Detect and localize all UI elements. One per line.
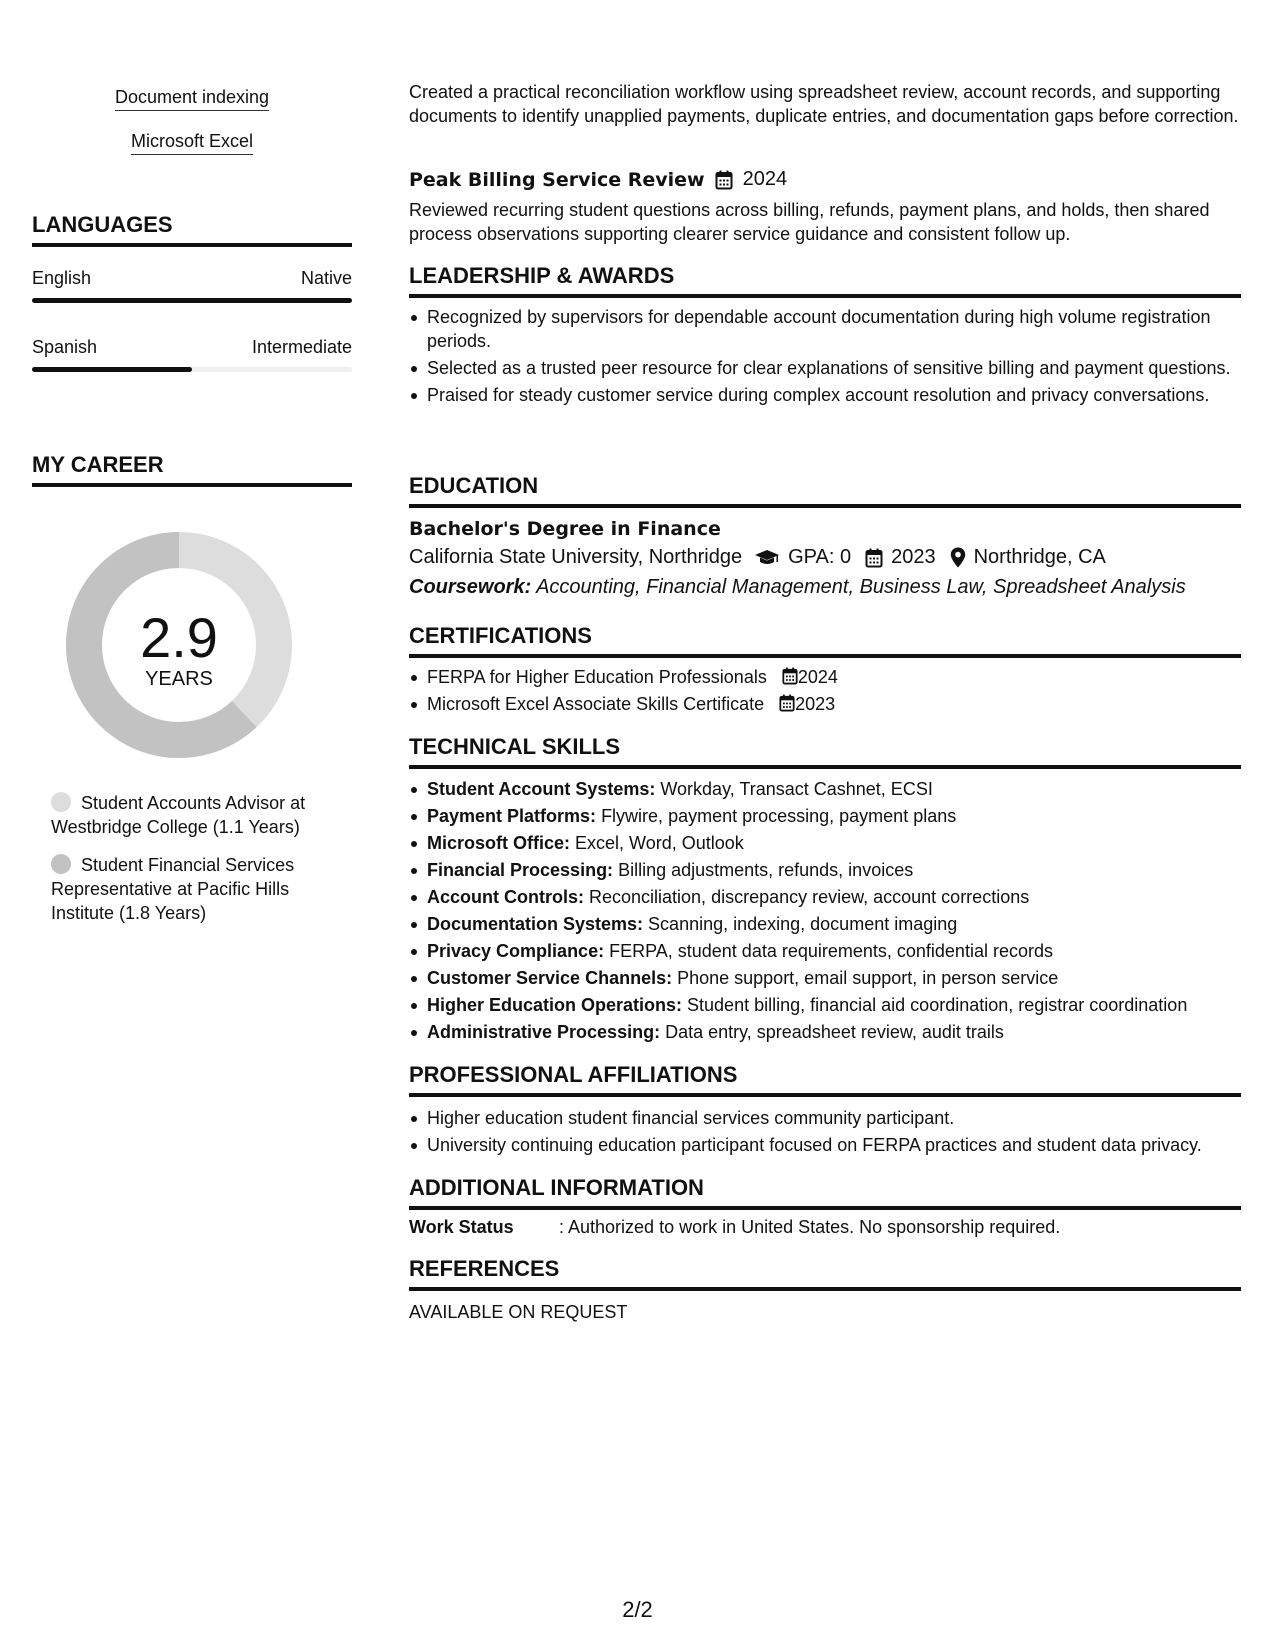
skill-category: Documentation Systems: bbox=[427, 914, 644, 934]
skill-values: Phone support, email support, in person service bbox=[672, 968, 1059, 988]
graduation-cap-icon bbox=[754, 549, 780, 567]
work-status-label: Work Status bbox=[409, 1217, 514, 1237]
calendar-icon bbox=[865, 548, 883, 568]
skill-category: Microsoft Office: bbox=[427, 833, 571, 853]
list-item: Recognized by supervisors for dependable account documentation during high volume registration periods. bbox=[409, 305, 1241, 353]
skill-category: Privacy Compliance: bbox=[427, 941, 605, 961]
certifications-list bbox=[409, 665, 1241, 719]
language-name: Spanish bbox=[32, 337, 98, 357]
skill-item bbox=[409, 804, 1241, 828]
affiliations-list bbox=[409, 1106, 1241, 1160]
skill-item bbox=[409, 885, 1241, 909]
language-proficiency-fill bbox=[32, 367, 192, 372]
school-name: California State University, Northridge bbox=[409, 546, 743, 568]
education-heading: EDUCATION bbox=[409, 473, 1241, 508]
project-intro-text: Created a practical reconciliation workflow using spreadsheet review, account records, and supporting documents to identify unapplied payments, duplicate entries, and documentation gaps before correction. bbox=[409, 82, 1239, 126]
project-title-row bbox=[409, 168, 787, 191]
skill-values: Reconciliation, discrepancy review, account corrections bbox=[584, 887, 1030, 907]
list-item: Selected as a trusted peer resource for clear explanations of sensitive billing and payment questions. bbox=[409, 356, 1241, 380]
list-item: Praised for steady customer service during complex account resolution and privacy conversations. bbox=[409, 383, 1241, 407]
skill-tag-label: Document indexing bbox=[115, 87, 269, 111]
career-legend-label: Student Accounts Advisor at Westbridge College (1.1 Years) bbox=[51, 793, 306, 837]
skill-values: Data entry, spreadsheet review, audit trails bbox=[660, 1022, 1004, 1042]
skill-item bbox=[409, 858, 1241, 882]
language-proficiency-bar bbox=[32, 298, 352, 303]
languages-heading: LANGUAGES bbox=[32, 212, 352, 247]
education-location: Northridge, CA bbox=[973, 546, 1106, 568]
skill-item bbox=[409, 912, 1241, 936]
career-heading: MY CAREER bbox=[32, 452, 352, 487]
certification-year: 2023 bbox=[795, 694, 836, 714]
career-legend-label: Student Financial Services Representative at Pacific Hills Institute (1.8 Years) bbox=[51, 855, 295, 923]
career-legend-item bbox=[51, 791, 341, 839]
degree-title: Bachelor's Degree in Finance bbox=[409, 518, 721, 540]
skill-item bbox=[409, 939, 1241, 963]
coursework bbox=[409, 576, 1186, 599]
skill-values: FERPA, student data requirements, confidential records bbox=[604, 941, 1053, 961]
skill-tag bbox=[32, 131, 352, 155]
skill-category: Administrative Processing: bbox=[427, 1022, 661, 1042]
project-description: Reviewed recurring student questions across billing, refunds, payment plans, and holds, then shared process observations supporting clearer service guidance and consistent follow up. bbox=[409, 200, 1210, 244]
legend-dot bbox=[51, 854, 71, 874]
gpa: GPA: 0 bbox=[788, 546, 852, 568]
coursework-label: Coursework: bbox=[409, 576, 532, 598]
skill-category: Payment Platforms: bbox=[427, 806, 597, 826]
skill-category: Higher Education Operations: bbox=[427, 995, 683, 1015]
skill-item bbox=[409, 831, 1241, 855]
certification-item bbox=[409, 692, 1241, 716]
calendar-icon bbox=[782, 667, 798, 685]
skill-category: Customer Service Channels: bbox=[427, 968, 673, 988]
page-number: 2/2 bbox=[622, 1597, 653, 1622]
skill-values: Scanning, indexing, document imaging bbox=[643, 914, 958, 934]
skill-values: Billing adjustments, refunds, invoices bbox=[613, 860, 914, 880]
skill-item bbox=[409, 993, 1241, 1017]
skill-item bbox=[409, 1020, 1241, 1044]
calendar-icon bbox=[715, 170, 733, 190]
skill-category: Account Controls: bbox=[427, 887, 584, 907]
work-status-value: : Authorized to work in United States. No sponsorship required. bbox=[559, 1217, 1061, 1237]
language-proficiency-bar bbox=[32, 367, 352, 372]
skill-values: Workday, Transact Cashnet, ECSI bbox=[655, 779, 933, 799]
technical-skills-heading: TECHNICAL SKILLS bbox=[409, 734, 1241, 769]
calendar-icon bbox=[779, 694, 795, 712]
skill-category: Student Account Systems: bbox=[427, 779, 656, 799]
certifications-heading: CERTIFICATIONS bbox=[409, 623, 1241, 658]
language-name: English bbox=[32, 268, 92, 288]
skill-item bbox=[409, 777, 1241, 801]
language-item bbox=[32, 337, 352, 372]
skill-values: Flywire, payment processing, payment plans bbox=[596, 806, 957, 826]
career-unit: YEARS bbox=[145, 668, 213, 690]
language-level: Native bbox=[300, 268, 352, 288]
references-text: AVAILABLE ON REQUEST bbox=[409, 1302, 628, 1322]
language-proficiency-fill bbox=[32, 298, 352, 303]
coursework-list: Accounting, Financial Management, Business Law, Spreadsheet Analysis bbox=[531, 576, 1186, 598]
list-item: Higher education student financial services community participant. bbox=[409, 1106, 1241, 1130]
references-heading: REFERENCES bbox=[409, 1256, 1241, 1291]
map-pin-icon bbox=[950, 547, 966, 568]
list-item: University continuing education participant focused on FERPA practices and student data privacy. bbox=[409, 1133, 1241, 1157]
education-details bbox=[409, 546, 1106, 569]
certification-name: FERPA for Higher Education Professionals bbox=[427, 667, 767, 687]
technical-skills-list bbox=[409, 777, 1241, 1047]
graduation-year: 2023 bbox=[891, 546, 936, 568]
leadership-list bbox=[409, 305, 1241, 410]
additional-info-heading: ADDITIONAL INFORMATION bbox=[409, 1175, 1241, 1210]
skill-values: Student billing, financial aid coordination, registrar coordination bbox=[682, 995, 1188, 1015]
skill-tag bbox=[32, 87, 352, 111]
affiliations-heading: PROFESSIONAL AFFILIATIONS bbox=[409, 1062, 1241, 1097]
project-title: Peak Billing Service Review bbox=[409, 168, 705, 191]
skill-values: Excel, Word, Outlook bbox=[570, 833, 744, 853]
work-status-row bbox=[409, 1217, 1060, 1238]
certification-item bbox=[409, 665, 1241, 689]
certification-name: Microsoft Excel Associate Skills Certificate bbox=[427, 694, 765, 714]
career-total: 2.9 bbox=[140, 606, 218, 669]
skill-item bbox=[409, 966, 1241, 990]
certification-year: 2024 bbox=[797, 667, 838, 687]
project-year: 2024 bbox=[742, 168, 788, 190]
career-legend-item bbox=[51, 853, 341, 925]
leadership-heading: LEADERSHIP & AWARDS bbox=[409, 263, 1241, 298]
skill-category: Financial Processing: bbox=[427, 860, 614, 880]
career-donut-chart bbox=[66, 532, 292, 758]
language-item bbox=[32, 268, 352, 303]
skill-tag-label: Microsoft Excel bbox=[131, 131, 253, 155]
language-level: Intermediate bbox=[251, 337, 352, 357]
legend-dot bbox=[51, 792, 71, 812]
